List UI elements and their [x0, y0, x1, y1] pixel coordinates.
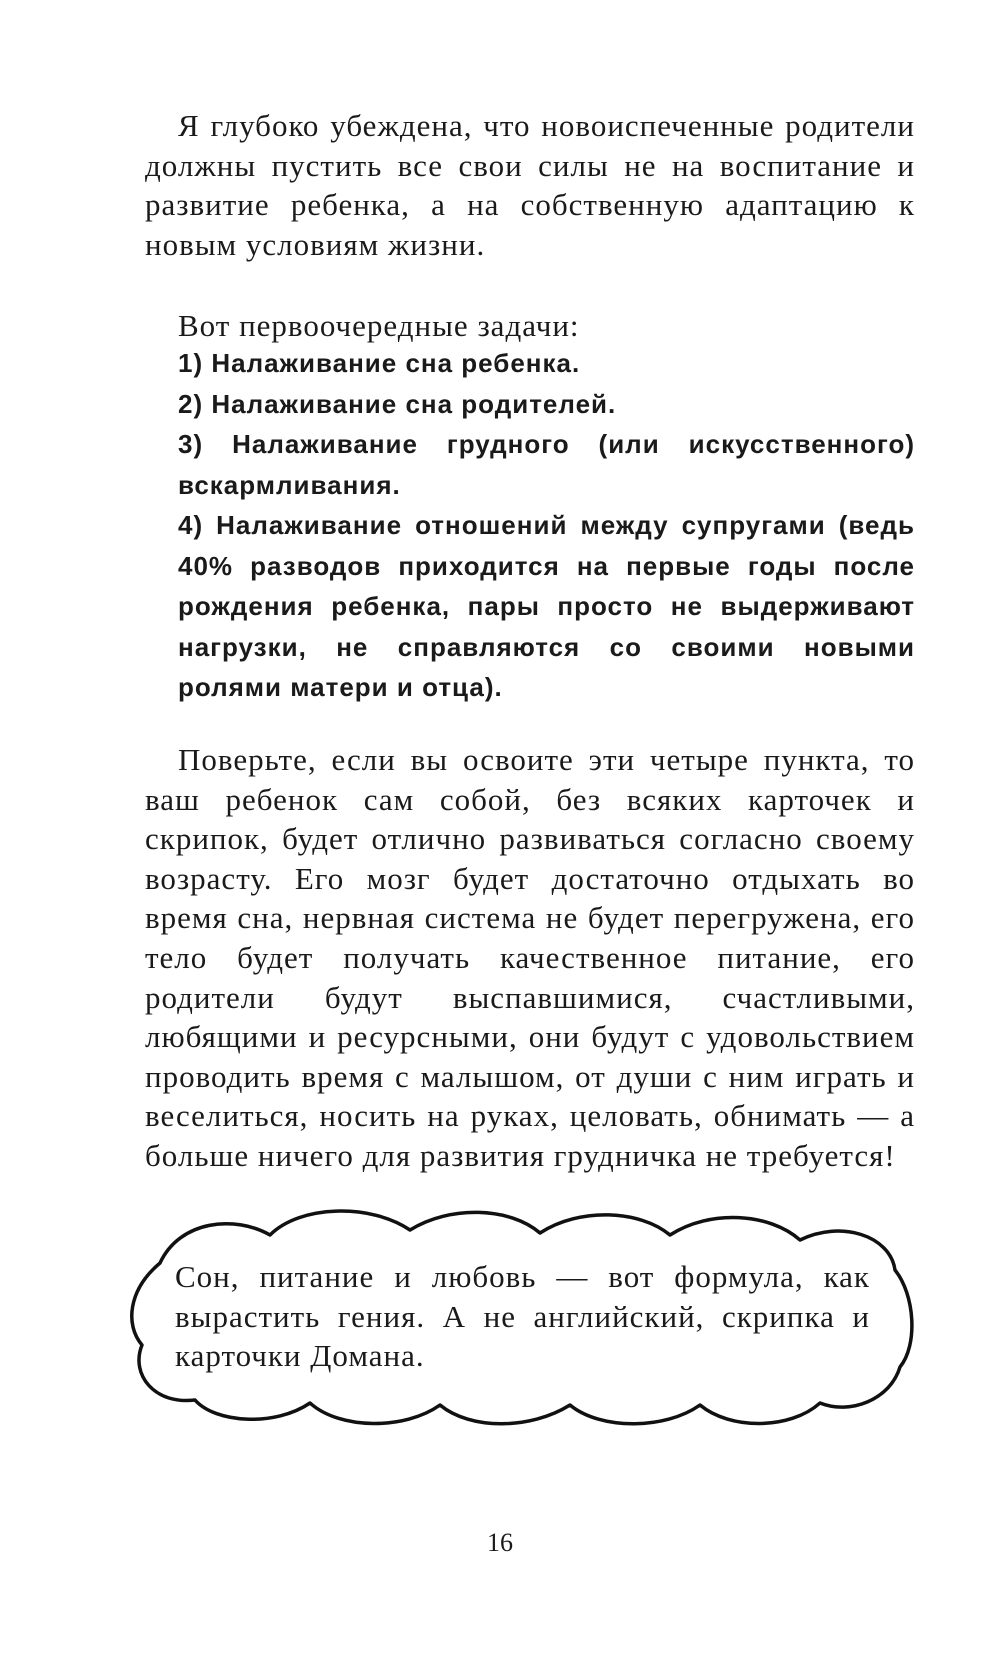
tasks-intro: Вот первоочередные задачи:	[178, 308, 580, 343]
paragraph-intro: Я глубоко убеждена, что новоиспеченные родители должны пустить все свои силы не на воспитание и развитие ребенка, а на собственную адаптацию к новым условиям жизни.	[145, 108, 915, 262]
tasks-list	[178, 343, 915, 708]
task-item: 3) Налаживание грудного (или искусственного) вскармливания.	[178, 429, 915, 500]
task-item: 4) Налаживание отношений между супругами (ведь 40% разводов приходится на первые годы после рождения ребенка, пары просто не выдерживают нагрузки, не справляются со своими новыми ролями матери и отца).	[178, 510, 915, 702]
paragraph-main: Поверьте, если вы освоите эти четыре пункта, то ваш ребенок сам собой, без всяких карточек и скрипок, будет отлично развиваться согласно своему возрасту. Его мозг будет достаточно отдыхать во время сна, нервная система не будет перегружена, его тело будет получать качественное питание, его родители будут выспавшимися, счастливыми, любящими и ресурсными, они будут с удовольствием проводить время с малышом, от души с ним играть и веселиться, носить на руках, целовать, обнимать — а больше ничего для развития грудничка не требуется!	[145, 742, 915, 1173]
task-item: 1) Налаживание сна ребенка.	[178, 348, 581, 378]
task-item: 2) Налаживание сна родителей.	[178, 388, 617, 419]
callout-text: Сон, питание и любовь — вот формула, как вырастить гения. А не английский, скрипка и карточки Домана.	[175, 1259, 870, 1374]
page-number: 16	[487, 1528, 513, 1557]
